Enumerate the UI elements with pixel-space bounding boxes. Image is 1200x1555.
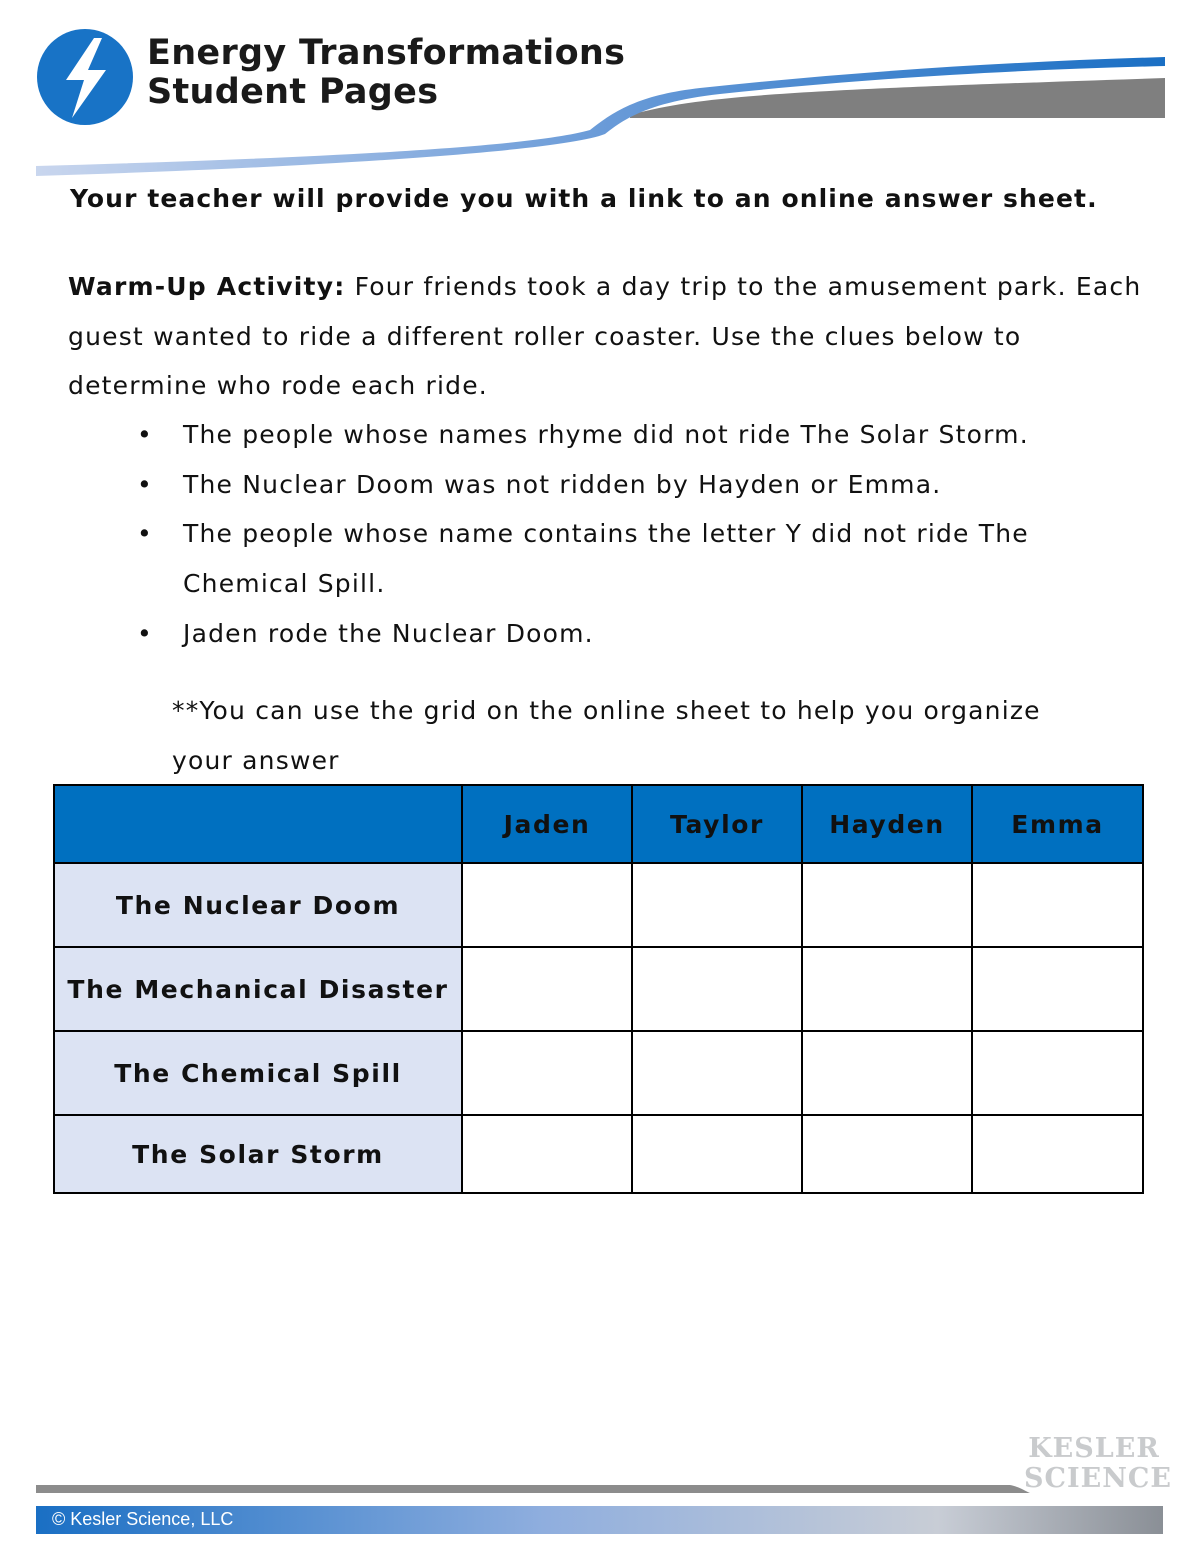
footer-gray-line xyxy=(36,1485,1030,1493)
bullet: • xyxy=(137,469,153,499)
grid-cell xyxy=(462,863,632,947)
bullet: • xyxy=(137,519,153,549)
row-label: The Chemical Spill xyxy=(54,1031,462,1115)
grid-cell xyxy=(462,947,632,1031)
row-label: The Nuclear Doom xyxy=(54,863,462,947)
column-header-emma: Emma xyxy=(972,785,1143,863)
kesler-science-logo xyxy=(1024,1433,1172,1494)
grid-cell xyxy=(462,1031,632,1115)
grid-cell xyxy=(802,1031,972,1115)
clue-list xyxy=(137,410,1097,659)
grid-cell xyxy=(802,947,972,1031)
grid-cell xyxy=(632,863,802,947)
column-header-taylor: Taylor xyxy=(632,785,802,863)
gray-swoosh xyxy=(630,78,1165,118)
title-line-1: Energy Transformations xyxy=(147,33,626,73)
column-header-jaden: Jaden xyxy=(462,785,632,863)
table-row xyxy=(54,863,1143,947)
warmup-paragraph xyxy=(68,262,1148,411)
row-label: The Solar Storm xyxy=(54,1115,462,1193)
teacher-notice: Your teacher will provide you with a link to an online answer sheet. xyxy=(70,184,1098,213)
grid-cell xyxy=(972,947,1143,1031)
grid-cell xyxy=(462,1115,632,1193)
footer-bar xyxy=(0,1415,1200,1555)
grid-cell xyxy=(972,1115,1143,1193)
logic-grid-table xyxy=(53,784,1144,1194)
grid-cell xyxy=(802,1115,972,1193)
column-header-hayden: Hayden xyxy=(802,785,972,863)
warmup-text: Four friends took a day trip to the amusement park. Each guest wanted to ride a different roller coaster. Use the clues below to determine who rode each ride. xyxy=(68,272,1142,401)
table-row xyxy=(54,947,1143,1031)
grid-cell xyxy=(632,1031,802,1115)
lightning-bolt-icon xyxy=(36,28,134,126)
corner-cell xyxy=(54,785,462,863)
grid-cell xyxy=(802,863,972,947)
bullet: • xyxy=(137,618,153,648)
grid-cell xyxy=(632,947,802,1031)
page-title xyxy=(147,34,625,112)
grid-cell xyxy=(632,1115,802,1193)
warmup-label: Warm-Up Activity: xyxy=(68,272,346,301)
table-row xyxy=(54,1031,1143,1115)
grid-hint: **You can use the grid on the online sheet to help you organize your answer xyxy=(172,696,1041,775)
bullet: • xyxy=(137,420,153,449)
table-header-row xyxy=(54,785,1143,863)
brand-line-1: KESLER xyxy=(1028,1433,1160,1464)
grid-cell xyxy=(972,1031,1143,1115)
title-line-2: Student Pages xyxy=(147,72,439,112)
clue-item: • The people whose names rhyme did not ride The Solar Storm. xyxy=(137,410,1097,460)
clue-item: • The Nuclear Doom was not ridden by Hayden or Emma. xyxy=(137,460,1097,510)
clue-item: • Jaden rode the Nuclear Doom. xyxy=(137,609,1097,659)
grid-cell xyxy=(972,863,1143,947)
clue-item: • The people whose name contains the letter Y did not ride The Chemical Spill. xyxy=(137,509,1097,608)
brand-line-2: SCIENCE xyxy=(1024,1463,1172,1494)
copyright-text: © Kesler Science, LLC xyxy=(52,1509,234,1529)
table-row xyxy=(54,1115,1143,1193)
row-label: The Mechanical Disaster xyxy=(54,947,462,1031)
